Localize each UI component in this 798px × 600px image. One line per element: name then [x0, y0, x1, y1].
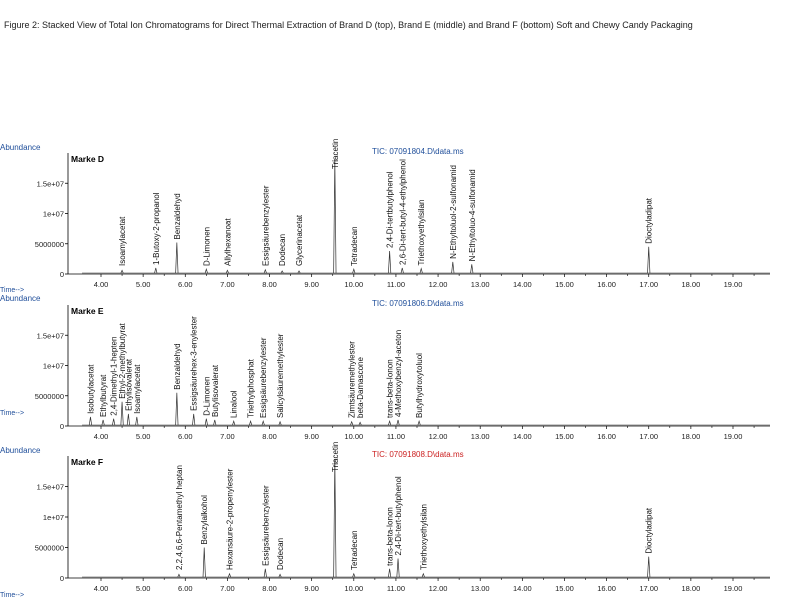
- peak-label: Benzylalkohol: [200, 495, 210, 545]
- peak: [112, 419, 114, 425]
- x-tick-label: 4.00: [93, 280, 109, 289]
- peak: [397, 420, 399, 425]
- chromatogram-panel-2: [0, 294, 770, 441]
- peak-label: trans-beta-Ionon: [385, 507, 395, 566]
- x-tick-label: 14.00: [512, 584, 532, 593]
- peak: [102, 420, 104, 425]
- x-axis-label: Time-->: [0, 287, 25, 294]
- peak-label: Essigsäurehex-3-enylester: [189, 316, 199, 411]
- peak: [226, 270, 228, 273]
- peak: [422, 574, 424, 577]
- peak-label: Triacetin: [330, 138, 340, 169]
- peak: [418, 421, 420, 425]
- peak-label: 2,6-Di-tert-butyl-4-ethylphenol: [398, 159, 408, 265]
- y-tick-label: 1.5e+07: [36, 482, 64, 492]
- peak-label: Ethylisovalerat: [124, 358, 134, 411]
- x-tick-label: 15.00: [555, 280, 574, 289]
- peak-label: Glycerinacetat: [295, 214, 305, 266]
- peak: [264, 569, 266, 577]
- x-tick-label: 7.00: [220, 280, 235, 289]
- peak-label: 2,4-Di-tert-butylphenol: [394, 476, 404, 556]
- peak-label: Butylisovalerat: [210, 364, 220, 417]
- brand-label: Marke E: [71, 306, 104, 316]
- peak-label: Dodecan: [278, 233, 288, 266]
- y-tick-label: 1e+07: [42, 513, 64, 522]
- peak-label: Ethyl-2-methylbutyrat: [118, 323, 128, 399]
- peak-label: Isoamylacetat: [132, 364, 142, 414]
- x-axis-label: Time-->: [0, 410, 25, 417]
- brand-label: Marke F: [71, 457, 104, 467]
- peak-label: Isobutylacetat: [86, 364, 96, 414]
- peak: [452, 262, 454, 273]
- x-tick-label: 7.00: [220, 584, 235, 593]
- peak-label: D-Limonen: [202, 226, 212, 266]
- peak-label: Essigsäurebenzylester: [261, 485, 271, 566]
- peak-label: D-Limonen: [202, 376, 212, 416]
- x-tick-label: 6.00: [177, 584, 193, 593]
- chromatogram-panel-1: [0, 139, 770, 294]
- peak-label: Salicylsäuremethylester: [276, 333, 286, 418]
- peak: [155, 268, 157, 273]
- x-tick-label: 19.00: [723, 432, 743, 441]
- peak: [471, 264, 473, 273]
- peak: [334, 459, 336, 577]
- peak: [228, 574, 230, 577]
- x-tick-label: 8.00: [262, 432, 277, 441]
- peak: [334, 159, 336, 273]
- x-tick-label: 17.00: [639, 280, 659, 289]
- x-tick-label: 8.00: [262, 584, 277, 593]
- peak-label: 2,4-Dimethyl-1-hepten: [109, 336, 119, 416]
- x-tick-label: 8.00: [262, 280, 277, 289]
- x-tick-label: 5.00: [135, 432, 151, 441]
- peak-label: Benzaldehyd: [172, 193, 182, 240]
- y-tick-label: 1.5e+07: [36, 179, 64, 189]
- y-tick-label: 5000000: [34, 239, 64, 249]
- peak-label: Dioctyladipat: [644, 197, 654, 244]
- x-tick-label: 11.00: [386, 432, 406, 441]
- peak-label: Essigsäurebenzylester: [259, 337, 269, 418]
- peak: [388, 569, 390, 577]
- peak: [359, 422, 361, 425]
- peak: [205, 269, 207, 273]
- x-tick-label: 10.00: [344, 280, 364, 289]
- x-tick-label: 17.00: [639, 432, 659, 441]
- peak-label: Hexansäure-2-propenylester: [225, 468, 235, 570]
- peak: [203, 548, 205, 578]
- x-tick-label: 16.00: [597, 432, 616, 441]
- x-tick-label: 9.00: [304, 584, 319, 593]
- y-tick-label: 0: [59, 422, 64, 431]
- y-tick-label: 0: [59, 574, 64, 583]
- peak-label: Benzaldehyd: [172, 343, 182, 390]
- tic-label: TIC: 07091806.D\data.ms: [372, 299, 464, 308]
- peak-label: 2,4-Di-tertbutylphenol: [385, 171, 395, 249]
- peak: [401, 268, 403, 273]
- peak-label: Ethylbutyrat: [99, 374, 109, 417]
- peak: [648, 247, 650, 273]
- peak-label: N-Ethyltoluo-4-sulfonamid: [467, 169, 477, 262]
- peak-label: Dioctyladipat: [644, 507, 654, 554]
- peak: [420, 269, 422, 273]
- x-tick-label: 6.00: [177, 280, 193, 289]
- y-tick-label: 1e+07: [42, 361, 64, 371]
- x-tick-label: 5.00: [135, 584, 151, 593]
- peak: [192, 414, 194, 425]
- y-axis-label: Abundance: [0, 446, 41, 455]
- peak: [397, 558, 399, 577]
- peak-label: trans-beta-Ionon: [385, 359, 395, 418]
- peak: [214, 420, 216, 425]
- chromatogram-panel-3: [0, 442, 770, 599]
- peak: [127, 414, 129, 425]
- x-tick-label: 9.00: [304, 280, 319, 289]
- peak-label: Essigsäurebenzylester: [261, 185, 271, 266]
- x-tick-label: 15.00: [555, 432, 574, 441]
- peak: [205, 419, 207, 425]
- peak-label: 2,2,4,6,6-Pentamethyl heptan: [174, 465, 184, 570]
- peak: [262, 421, 264, 425]
- peak-label: Dodecan: [276, 537, 286, 570]
- x-tick-label: 11.00: [386, 584, 406, 593]
- x-tick-label: 19.00: [723, 280, 743, 289]
- x-tick-label: 18.00: [681, 584, 701, 593]
- peak-label: Isoamylacetat: [118, 216, 128, 266]
- x-tick-label: 18.00: [681, 280, 701, 289]
- x-tick-label: 19.00: [723, 584, 743, 593]
- peak: [176, 393, 178, 425]
- x-tick-label: 12.00: [428, 584, 448, 593]
- x-tick-label: 10.00: [344, 584, 364, 593]
- x-tick-label: 5.00: [135, 280, 151, 289]
- x-tick-label: 16.00: [597, 584, 616, 593]
- peak-label: Tetradecan: [349, 530, 359, 570]
- x-tick-label: 14.00: [512, 432, 532, 441]
- peak: [350, 422, 352, 425]
- peak: [89, 417, 91, 425]
- brand-label: Marke D: [71, 154, 105, 164]
- peak-label: Triethoxyethylsilan: [417, 199, 427, 266]
- peak-label: 4-Methoxybenzyl-aceton: [394, 329, 404, 417]
- x-tick-label: 15.00: [555, 584, 574, 593]
- y-tick-label: 0: [59, 270, 64, 279]
- x-tick-label: 18.00: [681, 432, 701, 441]
- peak-label: Linalool: [229, 390, 239, 418]
- x-tick-label: 9.00: [304, 432, 319, 441]
- peak-label: Tetradecan: [349, 226, 359, 266]
- x-tick-label: 16.00: [597, 280, 616, 289]
- peak-label: Zimtsäuremethylester: [347, 341, 357, 418]
- peak: [279, 422, 281, 425]
- peak: [121, 402, 123, 425]
- peak-label: Triethoxyethylsilan: [419, 504, 429, 570]
- x-tick-label: 6.00: [177, 432, 193, 441]
- peak: [136, 417, 138, 425]
- y-tick-label: 5000000: [34, 391, 64, 401]
- x-tick-label: 7.00: [220, 432, 235, 441]
- y-tick-label: 1.5e+07: [36, 331, 64, 341]
- x-tick-label: 12.00: [428, 280, 448, 289]
- peak: [121, 270, 123, 273]
- x-tick-label: 13.00: [470, 584, 490, 593]
- y-tick-label: 5000000: [34, 543, 64, 553]
- peak: [353, 269, 355, 273]
- peak: [249, 421, 251, 425]
- y-axis-label: Abundance: [0, 294, 41, 303]
- peak: [388, 421, 390, 425]
- peak: [264, 270, 266, 273]
- x-tick-label: 11.00: [386, 280, 406, 289]
- peak-label: Triethylphosphat: [246, 359, 256, 418]
- peak: [176, 243, 178, 273]
- x-tick-label: 13.00: [470, 280, 490, 289]
- x-tick-label: 14.00: [512, 280, 532, 289]
- x-tick-label: 4.00: [93, 432, 109, 441]
- peak-label: beta-Damascone: [356, 357, 366, 418]
- figure-title: Figure 2: Stacked View of Total Ion Chromatograms for Direct Thermal Extraction of Brand D (top), Brand E (middle) and Brand F (bottom) Soft and Chewy Candy Packaging: [4, 20, 693, 30]
- x-tick-label: 10.00: [344, 432, 364, 441]
- peak-label: Triacetin: [330, 441, 340, 472]
- y-axis-label: Abundance: [0, 143, 41, 152]
- peak: [298, 271, 300, 273]
- peak: [648, 557, 650, 577]
- peak: [353, 574, 355, 577]
- x-tick-label: 17.00: [639, 584, 659, 593]
- peak: [281, 271, 283, 273]
- peak: [178, 574, 180, 577]
- x-tick-label: 13.00: [470, 432, 490, 441]
- peak-label: Allylhexanoat: [223, 218, 233, 266]
- peak-label: 1-Butoxy-2-propanol: [151, 192, 161, 265]
- y-tick-label: 1e+07: [42, 209, 64, 219]
- x-tick-label: 12.00: [428, 432, 448, 441]
- peak: [388, 251, 390, 273]
- x-tick-label: 4.00: [93, 584, 109, 593]
- x-axis-label: Time-->: [0, 592, 25, 599]
- tic-label: TIC: 07091804.D\data.ms: [372, 147, 464, 156]
- peak: [279, 574, 281, 577]
- peak-label: Butylhydroxytoluol: [415, 353, 425, 418]
- peak-label: N-Ethyltoluol-2-sulfonamid: [448, 165, 458, 259]
- peak: [233, 421, 235, 425]
- tic-label: TIC: 07091808.D\data.ms: [372, 450, 464, 459]
